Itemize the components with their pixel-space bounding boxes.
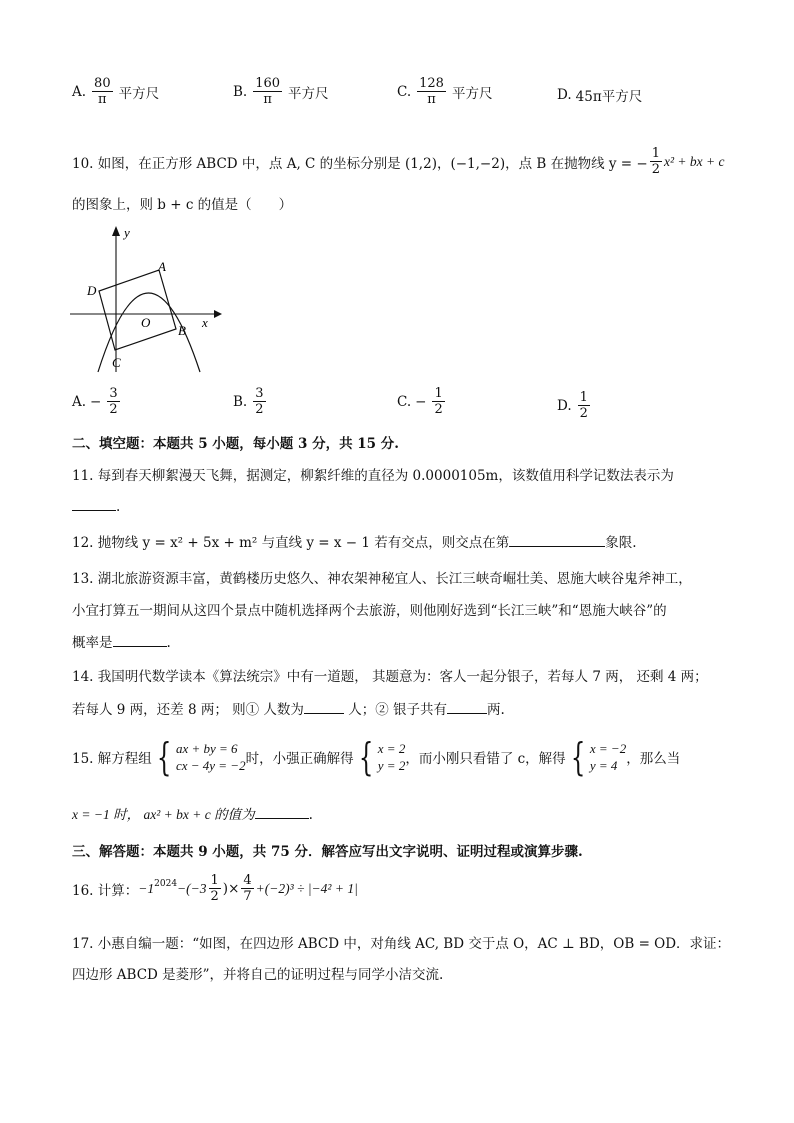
q13-line1: 13. 湖北旅游资源丰富，黄鹤楼历史悠久、神农架神秘宜人、长江三峡奇崛壮美、恩施大峡谷鬼斧神工， [72, 571, 692, 587]
q10-option-c: C. − $\frac{1}{2}$ [397, 386, 443, 417]
q10-option-b: B. $\frac{3}{2}$ [233, 386, 264, 417]
label-x: x [202, 315, 208, 330]
q11-blank [72, 496, 116, 511]
q15-blank [255, 804, 309, 819]
q10-line2: 的图象上，则 b + c 的值是（ ） [72, 197, 293, 213]
q10-line1: 10. 如图，在正方形 ABCD 中，点 A, C 的坐标分别是 (1,2)，(−1,−2)，点 B 在抛物线 y = − $\frac{1}{2}$ x² + bx + c [72, 146, 725, 177]
q17-line2: 四边形 ABCD 是菱形”，并将自己的证明过程与同学小洁交流. [72, 967, 444, 983]
label-o: O [141, 315, 151, 330]
section-2-heading: 二、填空题：本题共 5 小题，每小题 3 分，共 15 分. [72, 436, 399, 452]
label-d: D [87, 283, 97, 298]
label-a: A [158, 259, 166, 274]
q11-line1: 11. 每到春天柳絮漫天飞舞，据测定，柳絮纤维的直径为 0.0000105m，该数值用科学记数法表示为 [72, 468, 674, 484]
q9-option-b: B. $\frac{160}{\pi}$ 平方尺 [233, 76, 329, 107]
q9-option-d: D. 45π平方尺 [557, 87, 643, 105]
y-axis-arrow [112, 226, 120, 236]
q12-blank [509, 532, 605, 547]
q14-blank-2 [447, 699, 487, 714]
label-y: y [124, 225, 130, 240]
x-axis-arrow [214, 310, 222, 318]
q13-line2: 小宜打算五一期间从这四个景点中随机选择两个去旅游，则他刚好选到“长江三峡”和“恩施大峡谷”的 [72, 603, 667, 619]
q13-blank [113, 632, 167, 647]
q15-line2: x = −1 时， ax² + bx + c 的值为 . [72, 803, 313, 823]
label-b: B [178, 323, 186, 338]
q14-line1: 14. 我国明代数学读本《算法统宗》中有一道题， 其题意为：客人一起分银子，若每人 7 两， 还剩 4 两； [72, 669, 708, 685]
q10-option-a: A. − $\frac{3}{2}$ [72, 386, 118, 417]
q11-line2: . [72, 496, 120, 515]
q10-option-d: D. $\frac{1}{2}$ [557, 390, 588, 421]
q14-line2: 若每人 9 两，还差 8 两； 则① 人数为 人；② 银子共有 两. [72, 698, 505, 718]
q9-option-c: C. $\frac{128}{\pi}$ 平方尺 [397, 76, 493, 107]
q15-line1: 15. 解方程组 { ax + by = 6 cx − 4y = −2 时，小强正确解得 { x = 2 y = 2 ，而小刚只看错了 c，解得 { x = −2 y = 4 ，那么当 [72, 735, 681, 779]
q17-line1: 17. 小惠自编一题：“如图，在四边形 ABCD 中，对角线 AC, BD 交于点 O，AC ⊥ BD，OB = OD．求证： [72, 936, 731, 952]
q10-figure [66, 222, 226, 382]
section-3-heading: 三、解答题：本题共 9 小题，共 75 分．解答应写出文字说明、证明过程或演算步骤. [72, 844, 583, 860]
label-c: C [112, 355, 121, 370]
q16: 16. 计算： −1 $^{2024}$ −(−3 $\frac{1}{2}$ )× $\frac{4}{7}$ +(−2)³ ÷ |−4² + 1| [72, 873, 358, 904]
q12: 12. 抛物线 y = x² + 5x + m² 与直线 y = x − 1 若有交点，则交点在第 象限. [72, 531, 637, 551]
q14-blank-1 [304, 699, 344, 714]
q13-line3: 概率是 . [72, 631, 171, 651]
q9-option-a: A. $\frac{80}{\pi}$ 平方尺 [72, 76, 160, 107]
